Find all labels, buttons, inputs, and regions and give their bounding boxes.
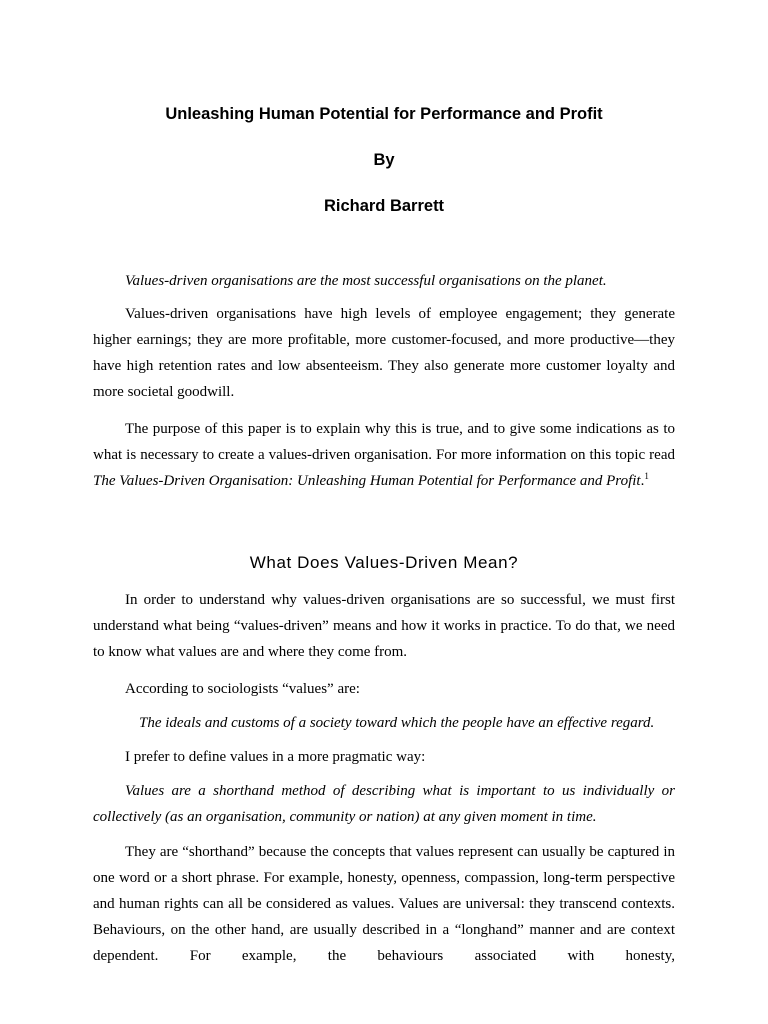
by-label: By — [373, 151, 395, 169]
paragraph-1: Values-driven organisations have high levels of employee engagement; they generate higher earnings; they are more profitable, more customer-focused, and more productive—they have high retention rates and low absenteeism. They also generate more customer loyalty and more societal goodwill. — [93, 306, 675, 400]
paragraph-6: They are “shorthand” because the concepts that values represent can usually be captured in one word or a short phrase. For example, honesty, openness, compassion, long-term perspective and human rights can all be considered as values. Values are universal: they transcend contexts. Behaviours, on the other hand, are usually described in a “longhand” manner and are context dependent. For example, the behaviours associated with honesty, — [93, 844, 675, 964]
intro-section — [93, 268, 675, 294]
paragraph-4: According to sociologists “values” are: — [125, 681, 360, 697]
footnote-marker: 1 — [644, 471, 649, 481]
paragraph-3: In order to understand why values-driven organisations are so successful, we must first understand what being “values-driven” means and how it works in practice. To do that, we need to know what values are and where they come from. — [93, 592, 675, 660]
document-title: Unleashing Human Potential for Performance and Profit — [165, 105, 603, 123]
paragraph-6-container — [93, 839, 675, 969]
paragraph-5: I prefer to define values in a more pragmatic way: — [125, 749, 426, 765]
paragraph-2-text: The purpose of this paper is to explain why this is true, and to give some indications as to what is necessary to create a values-driven organisation. For more information on this topic read — [93, 421, 675, 463]
paragraph-2-end: . — [640, 473, 645, 489]
paragraph-3-container — [93, 587, 675, 665]
author-name: Richard Barrett — [323, 197, 445, 215]
paragraph-1-container — [93, 301, 675, 405]
section-heading: What Does Values-Driven Mean? — [249, 553, 519, 572]
definition-quote: Values are a shorthand method of describing what is important to us individually or collectively (as an organisation, community or nation) at any given moment in time. — [93, 783, 675, 825]
book-title: The Values-Driven Organisation: Unleashing Human Potential for Performance and Profit — [93, 473, 641, 489]
definition-quote-container — [93, 778, 675, 830]
intro-italic: Values-driven organisations are the most successful organisations on the planet. — [125, 273, 607, 289]
sociologist-quote: The ideals and customs of a society toward which the people have an effective regard. — [139, 715, 655, 731]
paragraph-2 — [93, 416, 675, 494]
paragraph-2-container — [93, 416, 675, 494]
